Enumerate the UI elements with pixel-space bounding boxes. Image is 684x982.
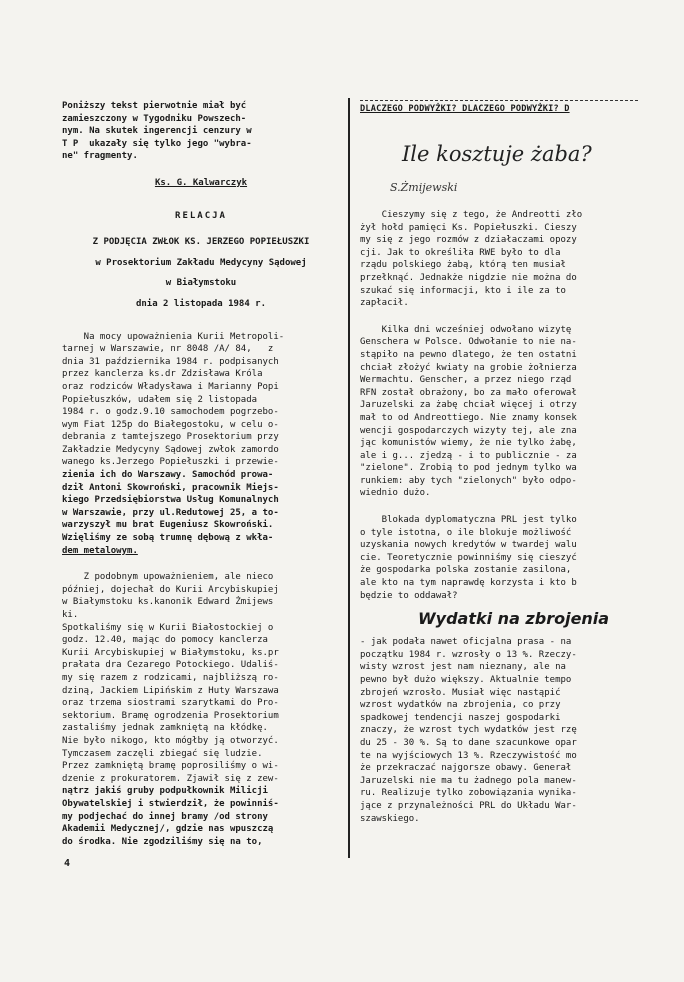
text-line: żył hołd pamięci Ks. Popiełuszki. Cieszy xyxy=(360,222,577,233)
text-line: sektorium. Bramę ogrodzenia Prosektorium xyxy=(62,710,279,721)
text-line: będzie to oddawał? xyxy=(360,590,458,601)
paragraph-3 xyxy=(360,514,638,602)
relacja-title: RELACJA xyxy=(175,210,227,221)
text-line: te na wyjściowych 13 %. Rzeczywistość mo xyxy=(360,750,577,761)
left-column xyxy=(62,100,340,848)
text-line: oraz trzema siostrami szarytkami do Pro- xyxy=(62,698,279,709)
text-line: Jaruzelski nie ma tu żadnego pola manew- xyxy=(360,775,577,786)
text-line: później, dojechał do Kurii Arcybiskupiej xyxy=(62,584,279,595)
text-line: wzrost wydatków na zbrojenia, co przy xyxy=(360,700,561,711)
text-line: uzyskania nowych kredytów w twardej walu xyxy=(360,540,577,551)
text-line: my się z jego rozmów z działaczami opozy xyxy=(360,235,577,246)
text-line: my podjechać do innej bramy /od strony xyxy=(62,811,268,822)
text-line: prałata dra Cezarego Potockiego. Udaliś- xyxy=(62,660,279,671)
text-line: spadkowej tendencji naszej gospodarki xyxy=(360,712,561,723)
intro-note xyxy=(62,100,340,163)
text-line: ki. xyxy=(62,610,79,620)
signature: Ks. G. Kalwarczyk xyxy=(154,177,248,188)
text-line: wym Fiat 125p do Białegostoku, w celu o- xyxy=(62,419,279,430)
paragraph-2 xyxy=(62,571,340,848)
text-line: o tyle istotna, o ile blokuje możliwość xyxy=(360,527,572,538)
text-line: przez kanclerza ks.dr Zdzisława Króla xyxy=(62,369,263,380)
text-line: warzyszył mu brat Eugeniusz Skowroński. xyxy=(62,520,274,531)
text-line: wisty wzrost jest nam nieznany, ale na xyxy=(360,662,566,673)
text-line: Przez zamkniętą bramę poprosiliśmy o wi- xyxy=(62,761,279,772)
section-heading: Wydatki na zbrojenia xyxy=(418,609,610,629)
heading-line: w Prosektorium Zakładu Medycyny Sądowej xyxy=(95,257,307,268)
text-line: ru. Realizuje tylko zobowiązania wynika- xyxy=(360,788,577,799)
text-line: Wermachtu. Genscher, a przez niego rząd xyxy=(360,375,572,386)
text-line: wencji gospodarczych wizyty tej, ale zna xyxy=(360,425,577,436)
text-line: Wzięliśmy ze sobą trumnę dębową z wkła- xyxy=(62,533,274,544)
text-line: początku 1984 r. wzrosły o 13 %. Rzeczy- xyxy=(360,649,577,660)
paragraph-2 xyxy=(360,324,638,500)
text-line: ale kto na tym naprawdę korzysta i kto b xyxy=(360,578,577,589)
text-line: Kilka dni wcześniej odwołano wizytę xyxy=(360,324,572,335)
text-line: nątrz jakiś gruby podpułkownik Milicji xyxy=(62,786,268,797)
text-line: dem metalowym. xyxy=(62,545,138,556)
text-line: szukać się informacji, kto i ile za to xyxy=(360,285,566,296)
text-line: do środka. Nie zgodziliśmy się na to, xyxy=(62,836,263,847)
text-line: jące z przynależności PRL do Układu War- xyxy=(360,800,577,811)
text-line: debrania z tamtejszego Prosektorium przy xyxy=(62,432,279,443)
text-line: Obywatelskiej i stwierdził, że powinniś- xyxy=(62,798,279,809)
text-line: w Warszawie, przy ul.Redutowej 25, a to- xyxy=(62,507,279,518)
text-line: kiego Przedsiębiorstwa Usług Komunalnych xyxy=(62,495,279,506)
text-line: szawskiego. xyxy=(360,813,420,824)
text-line: Kurii Arcybiskupiej w Białymstoku, ks.pr xyxy=(62,647,279,658)
text-line: zapłacił. xyxy=(360,298,409,309)
text-line: zienia ich do Warszawy. Samochód prowa- xyxy=(62,470,274,481)
text-line: 1984 r. o godz.9.10 samochodem pogrzebo- xyxy=(62,407,279,418)
text-line: w Białymstoku ks.kanonik Edward Żmijews xyxy=(62,597,274,608)
handwritten-title: Ile kosztuje żaba? xyxy=(402,142,592,166)
text-line: Popiełuszków, udałem się 2 listopada xyxy=(62,394,258,405)
text-line: dnia 31 października 1984 r. podpisanych xyxy=(62,356,279,367)
text-line: Na mocy upoważnienia Kurii Metropoli- xyxy=(62,331,285,342)
report-heading xyxy=(62,236,340,310)
text-line: dziną, Jackiem Lipińskim z Huty Warszawa xyxy=(62,685,279,696)
text-line: Blokada dyplomatyczna PRL jest tylko xyxy=(360,515,577,526)
handwritten-author: S.Żmijewski xyxy=(390,181,458,194)
text-line: Spotkaliśmy się w Kurii Białostockiej o xyxy=(62,622,274,633)
text-line: "zielone". Zrobią to pod jednym tylko wa xyxy=(360,463,577,474)
text-line: du 25 - 30 %. Są to dane szacunkowe opar xyxy=(360,737,577,748)
text-line: - jak podała nawet oficjalna prasa - na xyxy=(360,637,572,648)
text-line: wanego ks.Jerzego Popiełuszki i przewie- xyxy=(62,457,279,468)
text-line: dził Antoni Skowroński, pracownik Miejs- xyxy=(62,482,279,493)
paragraph-1 xyxy=(62,331,340,558)
heading-line: Z PODJĘCIA ZWŁOK KS. JERZEGO POPIEŁUSZKI xyxy=(92,237,310,248)
right-column xyxy=(360,100,638,825)
paragraph-4 xyxy=(360,636,638,825)
text-line: ale i g... zjedzą - i to publicznie - za xyxy=(360,450,577,461)
text-line: Poniższy tekst pierwotnie miał być xyxy=(62,101,247,111)
text-line: cie. Teoretycznie powinniśmy się cieszyć xyxy=(360,552,577,563)
text-line: oraz rodziców Władysława i Marianny Popi xyxy=(62,381,279,392)
text-line: Genschera w Polsce. Odwołanie to nie na- xyxy=(360,337,577,348)
text-line: Akademii Medycznej/, gdzie nas wpuszczą xyxy=(62,824,274,835)
text-line: stąpiło na pewno dlatego, że ten ostatni xyxy=(360,349,577,360)
text-line: Zakładzie Medycyny Sądowej zwłok zamordo xyxy=(62,444,279,455)
text-line: my się razem z rodzicami, najbliższą ro- xyxy=(62,672,279,683)
text-line: znaczy, że wzrost tych wydatków jest rzę xyxy=(360,725,577,736)
text-line: tarnej w Warszawie, nr 8048 /A/ 84, z xyxy=(62,344,274,355)
text-line: RFN został obrażony, bo za mało oferował xyxy=(360,387,577,398)
text-line: zbrojeń wzrosło. Musiał więc nastąpić xyxy=(360,687,561,698)
text-line: pewno był dużo większy. Aktualnie tempo xyxy=(360,675,572,685)
text-line: zastaliśmy jednak zamkniętą na kłódkę. xyxy=(62,723,268,734)
text-line: Jaruzelski za żabę chciał więcej i otrzy xyxy=(360,400,577,411)
text-line: rządu polskiego żabą, którą ten musiał xyxy=(360,260,566,271)
banner-headline: DLACZEGO PODWYŻKI? DLACZEGO PODWYŻKI? D xyxy=(360,100,638,115)
text-line: ne" fragmenty. xyxy=(62,151,138,162)
text-line: godz. 12.40, mając do pomocy kanclerza xyxy=(62,635,268,646)
text-line: wiednio dużo. xyxy=(360,488,431,499)
text-line: Cieszymy się z tego, że Andreotti zło xyxy=(360,210,583,220)
column-divider xyxy=(348,98,350,858)
text-line: Z podobnym upoważnieniem, ale nieco xyxy=(62,572,274,583)
text-line: dzenie z prokuratorem. Zjawił się z zew- xyxy=(62,773,279,784)
heading-line: dnia 2 listopada 1984 r. xyxy=(135,298,267,309)
text-line: przełknąć. Jednakże nigdzie nie można do xyxy=(360,272,577,283)
text-line: zamieszczony w Tygodniku Powszech- xyxy=(62,113,247,124)
text-line: T P ukazały się tylko jego "wybra- xyxy=(62,138,252,149)
text-line: Nie było nikogo, kto mógłby ją otworzyć. xyxy=(62,735,279,746)
text-line: chciał złożyć kwiaty na grobie żołnierza xyxy=(360,362,577,373)
text-line: runkiem: aby tych "zielonych" było odpo- xyxy=(360,475,577,486)
page-number: 4 xyxy=(64,858,71,869)
text-line: Tymczasem zaczęli zbiegać się ludzie. xyxy=(62,748,263,759)
text-line: mał to od Andreottiego. Nie znamy konsek xyxy=(360,412,577,423)
text-line: cji. Jak to określiła RWE było to dla xyxy=(360,247,561,258)
text-line: że gospodarka polska zostanie zasilona, xyxy=(360,565,572,576)
text-line: że przekraczać najgorsze obawy. Generał xyxy=(360,763,572,774)
heading-line: w Białymstoku xyxy=(165,278,237,289)
text-line: jąc komunistów wiemy, że nie tylko żabę, xyxy=(360,438,577,449)
paragraph-1 xyxy=(360,209,638,310)
text-line: nym. Na skutek ingerencji cenzury w xyxy=(62,126,252,137)
